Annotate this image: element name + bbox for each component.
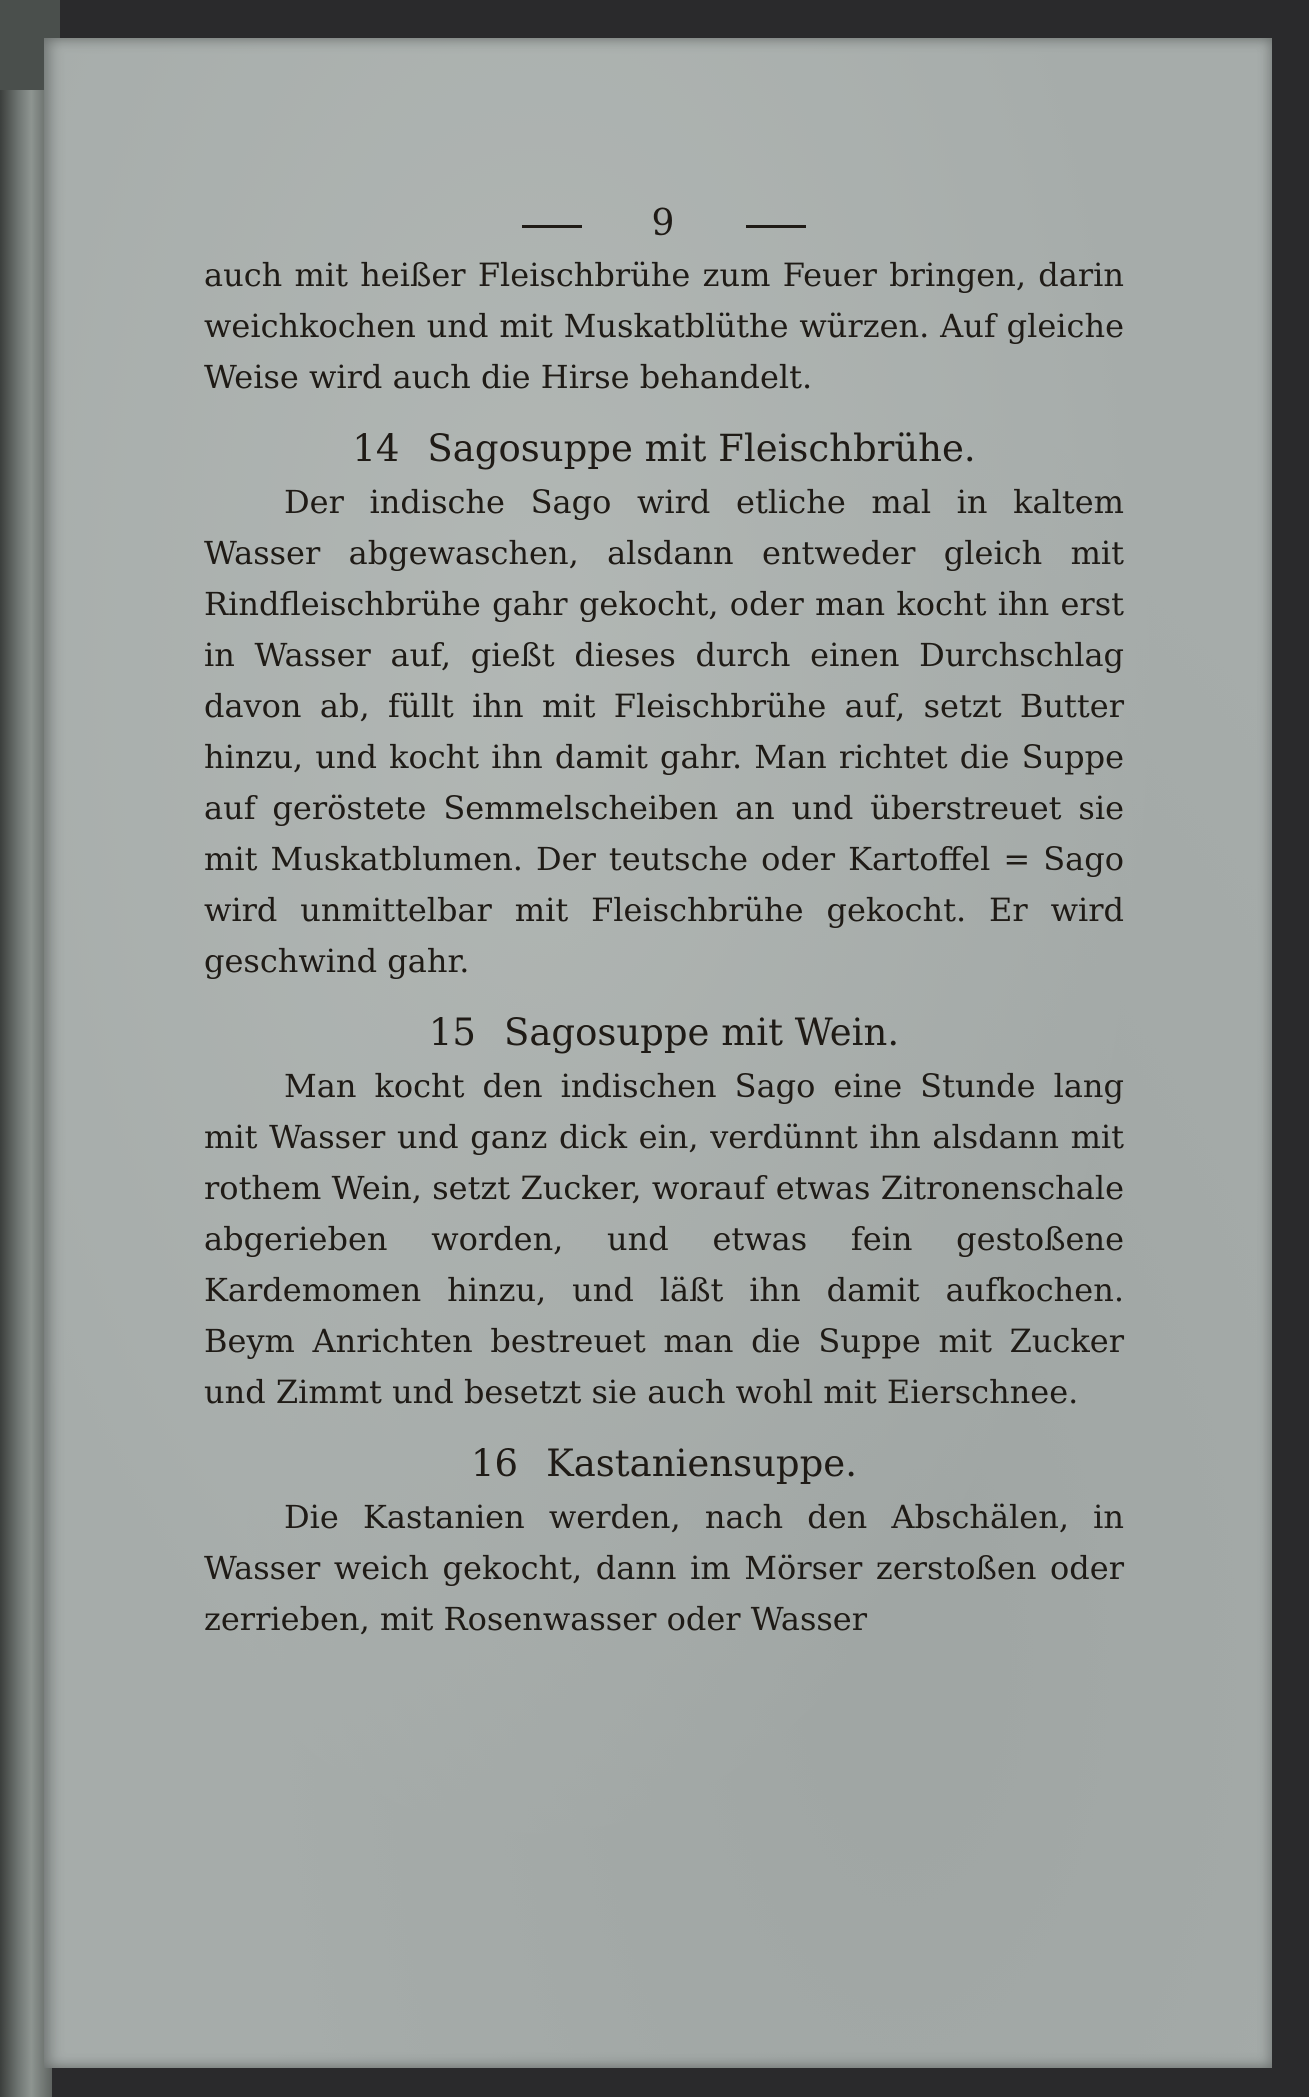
recipe-heading-15 [204, 1005, 1124, 1061]
continuation-paragraph: auch mit heißer Fleischbrühe zum Feuer bringen, darin weichkochen und mit Muskatblüthe würzen. Auf gleiche Weise wird auch die Hirse behandelt. [204, 256, 1124, 396]
header-dash-left [522, 225, 582, 228]
recipe-title: Sagosuppe mit Wein. [503, 1011, 900, 1054]
page-number: 9 [651, 203, 677, 244]
recipe-text-16: Die Kastanien werden, nach den Abschälen, in Wasser weich gekocht, dann im Mörser zerstoßen oder zerrieben, mit Rosenwasser oder Wasser [204, 1498, 1124, 1638]
recipe-title: Kastaniensuppe. [546, 1442, 857, 1485]
page-text [204, 198, 1124, 1645]
page-header [204, 198, 1124, 250]
recipe-title: Sagosuppe mit Fleischbrühe. [427, 427, 976, 470]
recipe-text-14: Der indische Sago wird etliche mal in kaltem Wasser abgewaschen, alsdann entweder gleich mit Rindfleischbrühe gahr gekocht, oder man kocht ihn erst in Wasser auf, gießt dieses durch einen Durchschlag davon ab, füllt ihn mit Fleischbrühe auf, setzt Butter hinzu, und kocht ihn damit gahr. Man richtet die Suppe auf geröstete Semmelscheiben an und überstreuet sie mit Muskatblumen. Der teutsche oder Kartoffel = Sago wird unmittelbar mit Fleischbrühe gekocht. Er wird geschwind gahr. [204, 483, 1124, 980]
recipe-number: 16 [471, 1442, 519, 1485]
recipe-text-15: Man kocht den indischen Sago eine Stunde lang mit Wasser und ganz dick ein, verdünnt ihn alsdann mit rothem Wein, setzt Zucker, worauf etwas Zitronenschale abgerieben worden, und etwas fein gestoßene Kardemomen hinzu, und läßt ihn damit aufkochen. Beym Anrichten bestreuet man die Suppe mit Zucker und Zimmt und besetzt sie auch wohl mit Eierschnee. [204, 1067, 1124, 1411]
book-page [44, 38, 1272, 2068]
recipe-heading-14 [204, 421, 1124, 477]
header-dash-right [746, 225, 806, 228]
recipe-number: 15 [428, 1011, 476, 1054]
recipe-number: 14 [352, 427, 400, 470]
recipe-heading-16 [204, 1436, 1124, 1492]
